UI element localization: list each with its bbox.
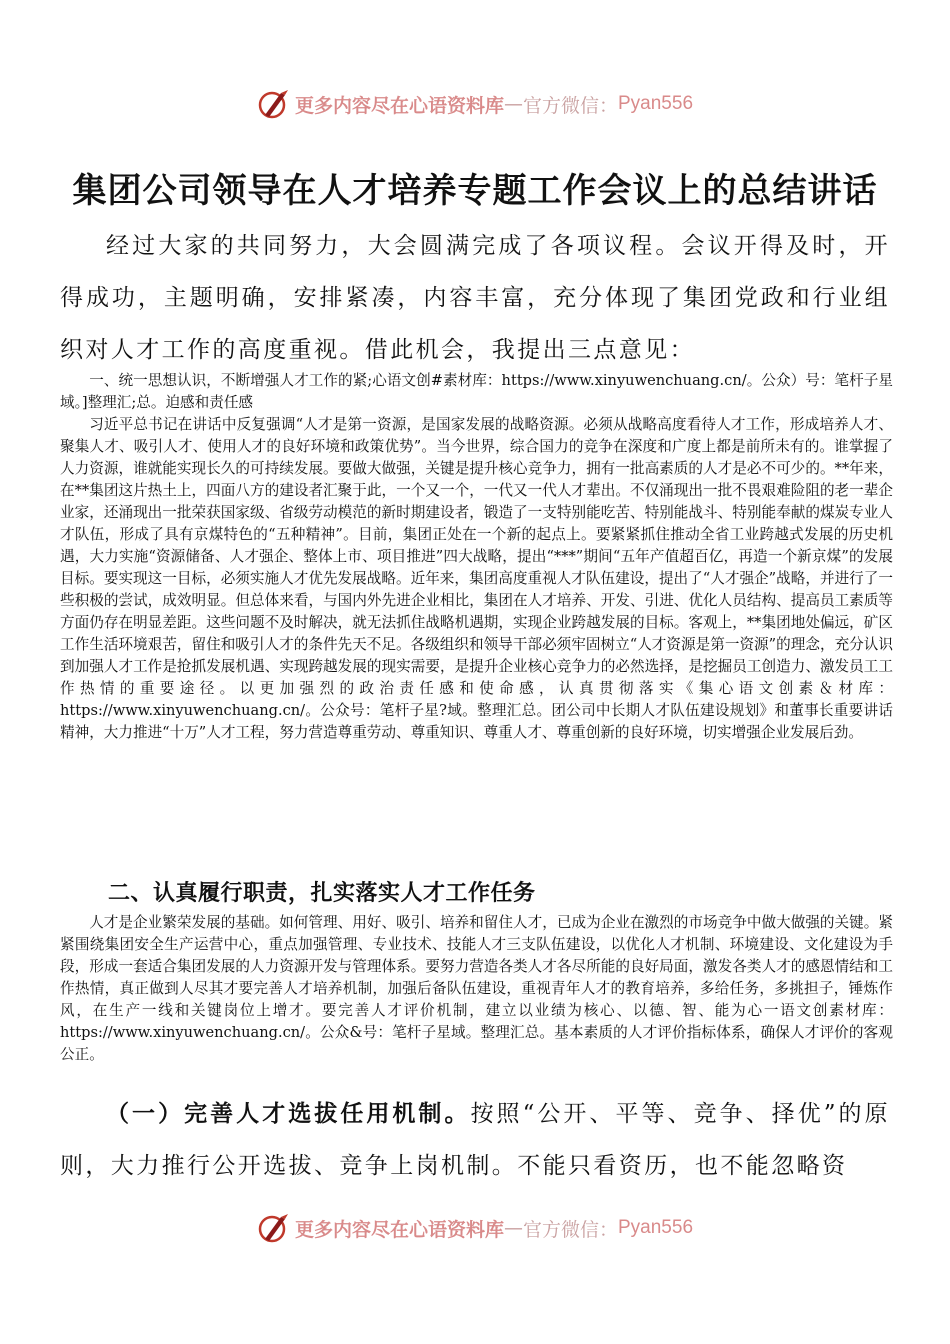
document-title: 集团公司领导在人才培养专题工作会议上的总结讲话 xyxy=(72,170,878,211)
section2-heading: 二、认真履行职责，扎实落实人才工作任务 xyxy=(108,880,536,906)
subsection1-text: 按照“公开、平等、竞争、择优”的原则，大力推行公开选拔、竞争上岗机制。不能只看资历，也不能忽略资 xyxy=(60,1101,890,1179)
section1-body: 习近平总书记在讲话中反复强调“人才是第一资源，是国家发展的战略资源。必须从战略高度看待人才工作，形成培养人才、聚集人才、吸引人才、使用人才的良好环境和政策优势”。当今世界，综合国力的竞争在深度和广度上都是前所未有的。谁掌握了人力资源，谁就能实现长久的可持续发展。要做大做强，关键是提升核心竞争力，拥有一批高素质的人才是必不可少的。**年来，在**集团这片热土上，四面八方的建设者汇聚于此，一个又一个，一代又一代人才辈出。不仅涌现出一批不畏艰难险阻的老一辈企业家，还涌现出一批荣获国家级、省级劳动模范的新时期建设者，锻造了一支特别能吃苦、特别能战斗、特别能奉献的煤炭专业人才队伍，形成了具有京煤特色的“五种精神”。目前，集团正处在一个新的起点上。要紧紧抓住推动全省工业跨越式发展的历史机遇，大力实施“资源储备、人才强企、整体上市、项目推进”四大战略，提出“***”期间“五年产值超百亿，再造一个新京煤”的发展目标。要实现这一目标，必须实施人才优先发展战略。近年来，集团高度重视人才队伍建设，提出了“人才强企”战略，并进行了一些积极的尝试，成效明显。但总体来看，与国内外先进企业相比，集团在人才培养、开发、引进、优化人员结构、提高员工素质等方面仍存在明显差距。这些问题不及时解决，就无法抓住战略机遇期，实现企业跨越发展的目标。客观上，**集团地处偏远，矿区工作生活环境艰苦，留住和吸引人才的条件先天不足。各级组织和领导干部必须牢固树立“人才资源是第一资源”的理念，充分认识到加强人才工作是抢抓发展机遇、实现跨越发展的现实需要，是提升企业核心竞争力的必然选择，是挖掘员工创造力、激发员工工作热情的重要途径。以更加强烈的政治责任感和使命感，认真贯彻落实《集心语文创素＆材库：https://www.xinyuwenchuang.cn/。公众号：笔杆子星?域。整理汇总。团公司中长期人才队伍建设规划》和董事长重要讲话精神，大力推进“十万”人才工程，努力营造尊重劳动、尊重知识、尊重人才、尊重创新的良好环境，切实增强企业发展后劲。 xyxy=(60,416,893,741)
watermark-label: 官方微信： xyxy=(522,1218,618,1241)
intro-paragraph: 经过大家的共同努力，大会圆满完成了各项议程。会议开得及时，开得成功，主题明确，安排紧凑，内容丰富，充分体现了集团党政和行业组织对人才工作的高度重视。借此机会，我提出三点意见： xyxy=(60,233,890,363)
watermark-label: 官方微信： xyxy=(522,94,618,117)
quill-pen-logo-icon xyxy=(257,87,291,121)
watermark-wechat-id: Pyan556 xyxy=(618,93,694,114)
watermark-wechat-id: Pyan556 xyxy=(618,1217,694,1238)
watermark-main-text: 更多内容尽在心语资料库 xyxy=(294,1218,504,1241)
section1-heading: 一、统一思想认识，不断增强人才工作的紧;心语文创#素材库：https://www.xinyuwenchuang.cn/。公众）号：笔杆子星域。]整理汇;总。迫感和责任感 xyxy=(60,372,893,411)
subsection1-lead: （一）完善人才选拔任用机制。 xyxy=(106,1100,471,1127)
watermark-separator: — xyxy=(503,93,523,115)
watermark-footer xyxy=(0,1208,950,1248)
watermark-main-text: 更多内容尽在心语资料库 xyxy=(294,94,504,117)
watermark-separator: — xyxy=(503,1217,523,1239)
quill-pen-logo-icon xyxy=(257,1211,291,1245)
subsection1-paragraph xyxy=(60,1088,890,1192)
watermark-header xyxy=(0,84,950,124)
section2-body: 人才是企业繁荣发展的基础。如何管理、用好、吸引、培养和留住人才，已成为企业在激烈的市场竞争中做大做强的关键。紧紧围绕集团安全生产运营中心，重点加强管理、专业技术、技能人才三支队伍建设，以优化人才机制、环境建设、文化建设为手段，形成一套适合集团发展的人力资源开发与管理体系。要努力营造各类人才各尽所能的良好局面，激发各类人才的感恩情结和工作热情，真正做到人尽其才要完善人才培养机制，加强后备队伍建设，重视青年人才的教育培养，多给任务，多挑担子，锤炼作风，在生产一线和关键岗位上增才。要完善人才评价机制，建立以业绩为核心、以德、智、能为心一语文创素材库：https://www.xinyuwenchuang.cn/。公众&号：笔杆子星域。整理汇总。基本素质的人才评价指标体系，确保人才评价的客观公正。 xyxy=(60,914,893,1063)
